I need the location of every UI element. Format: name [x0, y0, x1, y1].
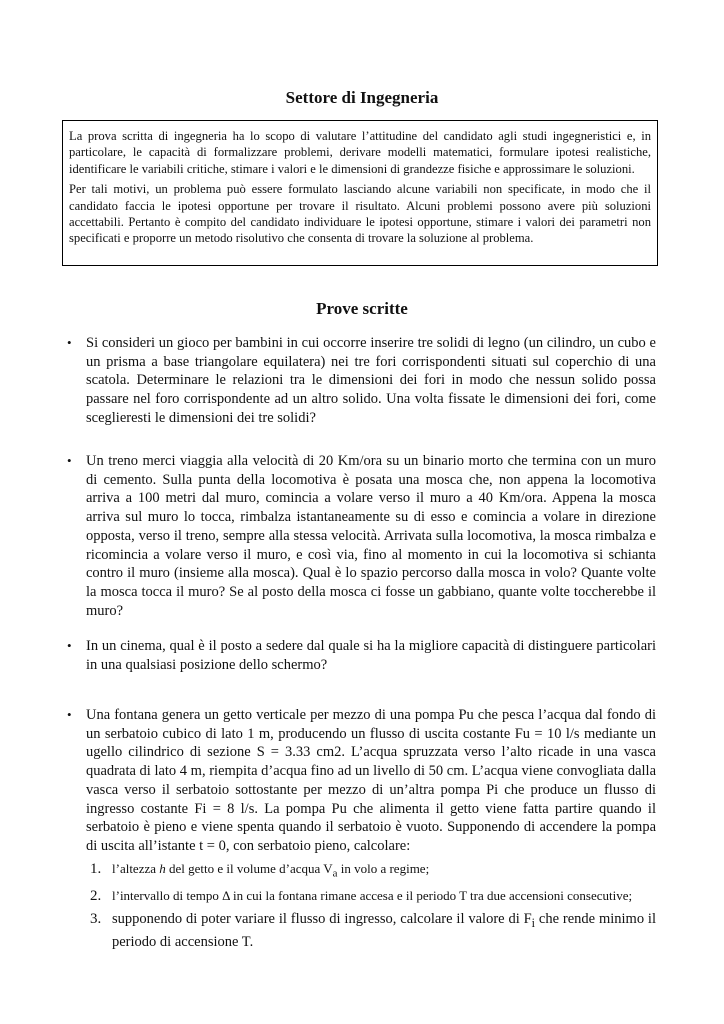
step-subscript: a	[332, 867, 338, 880]
step-text: in volo a regime;	[337, 860, 430, 876]
step-subscript: i	[531, 916, 536, 931]
bullet-icon: •	[67, 453, 72, 468]
problem-item	[67, 706, 657, 957]
bullet-icon: •	[67, 335, 72, 350]
problem-text: Una fontana genera un getto verticale per mezzo di una pompa Pu che pesca l’acqua dal fondo di un serbatoio cubico di lato 1 m, producendo un flusso di uscita costante Fu = 10 l/s mediante un ugello cilindrico di sezione S = 3.33 cm2. L’acqua spruzzata verso l’alto ricade in una vasca quadrata di lato 4 m, riempita d’acqua fino ad un livello di 50 cm. L’acqua viene convogliata dalla vasca verso il serbatoio sottostante per mezzo di un’altra pompa Pi che produce un flusso di ingresso costante Fi = 8 l/s. La pompa Pu che alimenta il getto viene fatta partire quando il serbatoio è pieno e viene spenta quando il serbatoio è vuoto. Supponendo di accendere la pompa di uscita all’istante t = 0, con serbatoio pieno, calcolare:	[86, 707, 657, 854]
intro-paragraph: La prova scritta di ingegneria ha lo scopo di valutare l’attitudine del candidato agli studi ingegneristici e, in particolare, le capacità di formalizzare problemi, derivare modelli matematici, formulare ipotesi realistiche, identificare le variabili critiche, stimare i valori e le dimensioni di grandezze fisiche e approssimare le soluzioni.	[69, 129, 651, 176]
problem-text: Un treno merci viaggia alla velocità di 20 Km/ora su un binario morto che termina con un muro di cemento. Sulla punta della locomotiva è posata una mosca che, non appena la locomotiva arriva a 100 metri dal muro, comincia a volare verso il muro a 40 Km/ora. Appena la mosca arriva sul muro lo tocca, rimbalza istantaneamente su di esso e comincia a volare in direzione opposta, verso il treno, sempre alla stessa velocità. Arrivata sulla locomotiva, la mosca rimbalza e ricomincia a volare verso il muro, e così via, fino al momento in cui la locomotiva si schianta contro il muro (insieme alla mosca). Qual è lo spazio percorso dalla mosca in volo? Quante volte la mosca tocca il muro? Se al posto della mosca ci fosse un gabbiano, quante volte toccherebbe il muro?	[86, 453, 656, 619]
intro-box	[62, 120, 658, 266]
problem-text: In un cinema, qual è il posto a sedere dal quale si ha la migliore capacità di distinguere particolari in una qualsiasi posizione dello schermo?	[86, 638, 656, 673]
section-title: Prove scritte	[316, 299, 408, 318]
step-item	[86, 910, 656, 951]
step-item	[86, 860, 656, 883]
problem-item	[67, 334, 656, 428]
page-title: Settore di Ingegneria	[285, 88, 439, 107]
step-text: l’altezza	[112, 860, 160, 876]
problem-text: Si consideri un gioco per bambini in cui occorre inserire tre solidi di legno (un cilindro, un cubo e un prisma a base triangolare equilatera) nei tre fori corrispondenti situati sul coperchio di una scatola. Determinare le relazioni tra le dimensioni dei fori in modo che nessun solido possa passare nel foro corrispondente ad un altro solido. Una volta fissate le dimensioni dei fori, come sceglieresti le dimensioni dei tre solidi?	[86, 335, 656, 426]
step-number: 3.	[90, 911, 102, 928]
problem-item	[67, 452, 656, 620]
bullet-icon: •	[67, 638, 72, 653]
step-number: 1.	[90, 860, 102, 877]
problem-item	[67, 637, 656, 674]
step-text: supponendo di poter variare il flusso di ingresso, calcolare il valore di F	[112, 911, 532, 928]
step-item	[86, 887, 656, 905]
bullet-icon: •	[67, 707, 72, 722]
step-text: del getto e il volume d’acqua V	[165, 860, 333, 876]
steps-list	[86, 860, 656, 952]
step-symbol: h	[159, 860, 166, 876]
step-text: che rende minimo il periodo di accensione T.	[112, 911, 656, 950]
intro-paragraph: Per tali motivi, un problema può essere formulato lasciando alcune variabili non specificate, in modo che il candidato faccia le ipotesi opportune per trovare il risultato. Alcuni problemi possono avere più soluzioni accettabili. Pertanto è compito del candidato individuare le ipotesi opportune, stimare i valori dei parametri non specificati e proporre un metodo risolutivo che consenta di trovare la soluzione al problema.	[69, 182, 651, 246]
step-number: 2.	[90, 888, 102, 905]
step-text: l’intervallo di tempo Δ in cui la fontana rimane accesa e il periodo T tra due accensioni consecutive;	[112, 888, 633, 904]
